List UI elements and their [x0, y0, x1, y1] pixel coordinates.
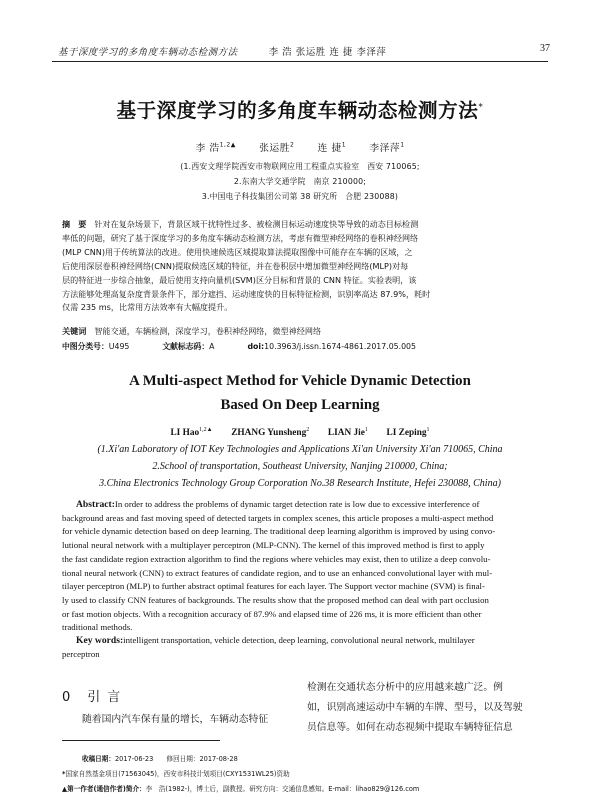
abstract-cn-line: 后使用深层卷积神经网络(CNN)提取候选区域的特征，并在卷积层中增加微型神经网络(MLP)对每	[62, 260, 409, 271]
body-right-line: 员信息等。如何在动态视频中提取车辆特征信息	[307, 722, 513, 733]
title-cn-text: 基于深度学习的多角度车辆动态检测方法	[116, 99, 479, 122]
clc-label: 中图分类号：	[62, 342, 109, 351]
abstract-cn-line: 仅需 235 ms，比常用方法效率有大幅度提升。	[62, 302, 233, 313]
clc-value: U495	[108, 342, 130, 351]
keywords-en-line: perceptron	[62, 648, 100, 659]
affiliation-en: 3.China Electronics Technology Group Corporation No.38 Research Institute, Hefei 230088, China)	[99, 478, 501, 489]
footnote-rule	[62, 740, 220, 741]
abstract-en-line: background areas and fast moving speed of detected targets in complex scenes, this article proposes a multi-aspect method	[62, 512, 494, 523]
abstract-en	[62, 498, 540, 635]
author-sup: 1	[341, 141, 347, 149]
running-authors: 李 浩 张运胜 连 捷 李泽萍	[268, 47, 387, 58]
keywords-cn-label: 关键词	[62, 326, 87, 336]
abstract-en-line: the fast candidate region extraction algorithm to find the regions where vehicles may exist, then to utilize a deep convolu-	[62, 553, 491, 564]
page-number: 37	[540, 43, 550, 54]
section-heading	[62, 686, 127, 705]
abstract-en-line: for vehicle dynamic detection based on deep learning. The traditional deep learning algorithm is improved by using convo-	[62, 526, 496, 537]
footnote-author: ▲第一作者(通信作者)简介：李 浩(1982-)，博士后，副教授。研究方向：交通信息感知。E-mail：lihao829@126.com	[62, 785, 420, 793]
classification	[62, 341, 416, 352]
body-right-line: 检测在交通状态分析中的应用越来越广泛。例	[307, 682, 503, 693]
author-cn: 李 浩	[195, 143, 220, 154]
abstract-en-line: tional neural network (CNN) to extract features of candidate region, and to use an enhanced convolutional layer with mul-	[62, 567, 493, 578]
body-left-line: 随着国内汽车保有量的增长，车辆动态特征	[82, 714, 269, 725]
abstract-en-line: Abstract:In order to address the problems of dynamic target detection rate is low due to excessive interference of	[76, 499, 480, 510]
doi-value: 10.3963/j.issn.1674-4861.2017.05.005	[264, 342, 416, 351]
affiliation-cn: 2.东南大学交通学院 南京 210000;	[233, 177, 367, 186]
author-sup: 2	[306, 427, 310, 433]
author-en: LI Hao	[170, 428, 200, 439]
abstract-en-line: ly used to classify CNN features of backgrounds. The results show that the proposed method can deal with part occlusion	[62, 594, 489, 605]
author-sup: 1	[364, 427, 368, 433]
footnote-funding: *国家自然基金项目(71563045)，西安市科技计划项目(CXY1531WL25)资助	[62, 770, 290, 778]
footnote-received: 收稿日期：2017-06-23 修回日期：2017-08-28	[82, 755, 238, 763]
abstract-en-line: traditional methods.	[62, 622, 133, 633]
affiliation-cn: 3.中国电子科技集团公司第 38 研究所 合肥 230088)	[201, 192, 399, 201]
abstract-cn-line: 层的特征进一步综合抽象，最后使用支持向量机(SVM)区分目标和背景的 CNN 特征。实验表明，该	[62, 274, 417, 285]
section-title: 引言	[87, 690, 128, 705]
abstract-cn-line: 率低的问题，研究了基于深度学习的多角度车辆动态检测方法，考虑有微型神经网络的卷积神经网络	[62, 232, 419, 243]
title-cn-mark: *	[478, 102, 484, 113]
body-right-line: 如，识别高速运动中车辆的车牌、型号，以及驾驶	[307, 702, 523, 713]
author-en: LI Zeping	[386, 428, 427, 439]
author-cn: 连 捷	[317, 143, 342, 154]
keywords-cn	[62, 326, 321, 337]
keywords-en	[62, 634, 540, 661]
abstract-cn-line: (MLP CNN)用于传统算法的改进。使用快速候选区域提取算法提取图像中可能存在车辆的区域，之	[62, 246, 413, 257]
abstract-en-line: lutional neural network with a multiplayer perceptron (MLP-CNN). The kernel of this improved method is first to apply	[62, 540, 485, 551]
author-sup: 1,2▲	[199, 427, 213, 433]
abstract-en-line: tilayer perceptron (MLP) to further abstract optimal features for each layer. The Support vector machine (SVM) is final-	[62, 581, 485, 592]
author-sup: 1,2▲	[219, 141, 236, 149]
abstract-cn-label: 摘 要	[62, 219, 87, 229]
author-en: LIAN Jie	[327, 428, 365, 439]
header-rule	[52, 61, 548, 62]
author-sup: 2	[289, 141, 295, 149]
title-en-line: A Multi-aspect Method for Vehicle Dynamic Detection	[129, 373, 471, 389]
doi-label: doi:	[247, 342, 265, 351]
keywords-en-label: Key words:	[76, 635, 124, 646]
keywords-cn-text: 智能交通，车辆检测，深度学习，卷积神经网络，微型神经网络	[94, 326, 322, 336]
abstract-cn-line: 方法能够处理高复杂度背景条件下，部分遮挡、运动速度快的目标特征检测，识别率高达 87.9%，耗时	[62, 288, 431, 299]
section-number: 0	[62, 690, 78, 705]
affiliation-en: (1.Xi'an Laboratory of IOT Key Technologies and Applications Xi'an University Xi'an 710065, China	[97, 444, 503, 455]
title-cn	[0, 95, 600, 123]
title-en-line: Based On Deep Learning	[220, 397, 380, 413]
body-right	[307, 678, 552, 738]
running-header	[58, 44, 386, 58]
author-sup: 1	[400, 141, 405, 149]
abstract-en-label: Abstract:	[76, 499, 115, 510]
abstract-cn-line: 摘 要 针对在复杂场景下，背景区域干扰特性过多、被检测目标运动速度快等导致的动态目标检测	[62, 219, 419, 229]
author-sup: 1	[426, 427, 430, 433]
authors-en	[0, 427, 600, 438]
affiliation-cn: (1.西安文理学院西安市物联网应用工程重点实验室 西安 710065;	[180, 162, 420, 171]
abstract-en-line: or fast motion objects. With a recognition accuracy of 87.9% and elapsed time of 226 ms, it is more efficient than other	[62, 608, 482, 619]
abstract-cn	[62, 218, 540, 315]
keywords-en-line: Key words:intelligent transportation, vehicle detection, deep learning, convolutional neural network, multilayer	[76, 635, 475, 646]
affiliation-en: 2.School of transportation, Southeast University, Nanjing 210000, China;	[152, 461, 448, 472]
doc-code-label: 文献标志码：	[162, 342, 210, 351]
doc-code-value: A	[209, 342, 215, 351]
author-en: ZHANG Yunsheng	[231, 428, 307, 439]
author-cn: 李泽萍	[369, 143, 401, 154]
running-title: 基于深度学习的多角度车辆动态检测方法	[58, 47, 238, 58]
author-cn: 张运胜	[259, 143, 290, 154]
authors-cn	[0, 140, 600, 154]
